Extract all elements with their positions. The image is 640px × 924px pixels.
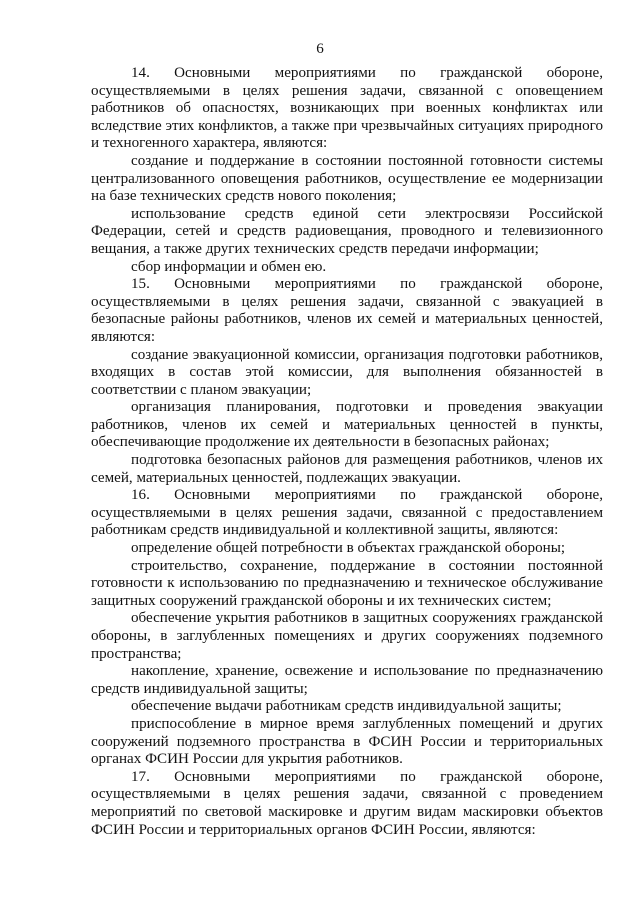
- paragraph-16-item-3: обеспечение укрытия работников в защитных сооружениях гражданской обороны, в заглубленных помещениях и других сооружениях подземного пространства;: [91, 610, 603, 662]
- paragraph-16-item-4: накопление, хранение, освежение и использование по предназначению средств индивидуальной защиты;: [91, 663, 603, 697]
- paragraph-16-item-5: обеспечение выдачи работникам средств индивидуальной защиты;: [131, 698, 562, 715]
- page-number: 6: [316, 41, 324, 57]
- paragraph-14-item-2: использование средств единой сети электросвязи Российской Федерации, сетей и средств радиовещания, проводного и телевизионного вещания, а также других технических средств передачи информации;: [91, 205, 603, 257]
- paragraph-16-item-1: определение общей потребности в объектах гражданской обороны;: [131, 540, 566, 557]
- document-body: [91, 65, 603, 839]
- paragraph-16-item-6: приспособление в мирное время заглубленных помещений и других сооружений подземного пространства в ФСИН России и территориальных органах ФСИН России для укрытия работников.: [91, 715, 603, 768]
- paragraph-14-item-3: сбор информации и обмен ею.: [131, 258, 327, 275]
- paragraph-16-item-2: строительство, сохранение, поддержание в состоянии постоянной готовности к использованию по предназначению и техническое обслуживание защитных сооружений гражданской обороны и их технических систем;: [91, 557, 603, 609]
- paragraph-15-intro: 15. Основными мероприятиями по гражданской обороне, осуществляемыми в целях решения задачи, связанной с эвакуацией в безопасные районы работников, членов их семей и материальных ценностей, являются:: [91, 276, 603, 345]
- paragraph-17-intro: 17. Основными мероприятиями по гражданской обороне, осуществляемыми в целях решения задачи, связанной с проведением мероприятий по световой маскировке и другим видам маскировки объектов ФСИН России и территориальных органов ФСИН России, являются:: [91, 768, 603, 838]
- paragraph-15-item-3: подготовка безопасных районов для размещения работников, членов их семей, материальных ценностей, подлежащих эвакуации.: [91, 452, 603, 486]
- paragraph-15-item-2: организация планирования, подготовки и проведения эвакуации работников, членов их семей и материальных ценностей в пункты, обеспечивающие продолжение их деятельности в безопасных районах;: [91, 399, 603, 451]
- paragraph-15-item-1: создание эвакуационной комиссии, организация подготовки работников, входящих в состав этой комиссии, для выполнения обязанностей в соответствии с планом эвакуации;: [91, 346, 603, 398]
- paragraph-14-item-1: создание и поддержание в состоянии постоянной готовности системы централизованного оповещения работников, осуществление ее модернизации на базе технических средств нового поколения;: [91, 152, 603, 205]
- paragraph-16-intro: 16. Основными мероприятиями по гражданской обороне, осуществляемыми в целях решения задачи, связанной с предоставлением работникам средств индивидуальной и коллективной защиты, являются:: [91, 487, 603, 539]
- paragraph-14-intro: 14. Основными мероприятиями по гражданской обороне, осуществляемыми в целях решения задачи, связанной с оповещением работников об опасностях, возникающих при военных конфликтах или вследствие этих конфликтов, а также при чрезвычайных ситуациях природного и техногенного характера, являются:: [91, 65, 603, 152]
